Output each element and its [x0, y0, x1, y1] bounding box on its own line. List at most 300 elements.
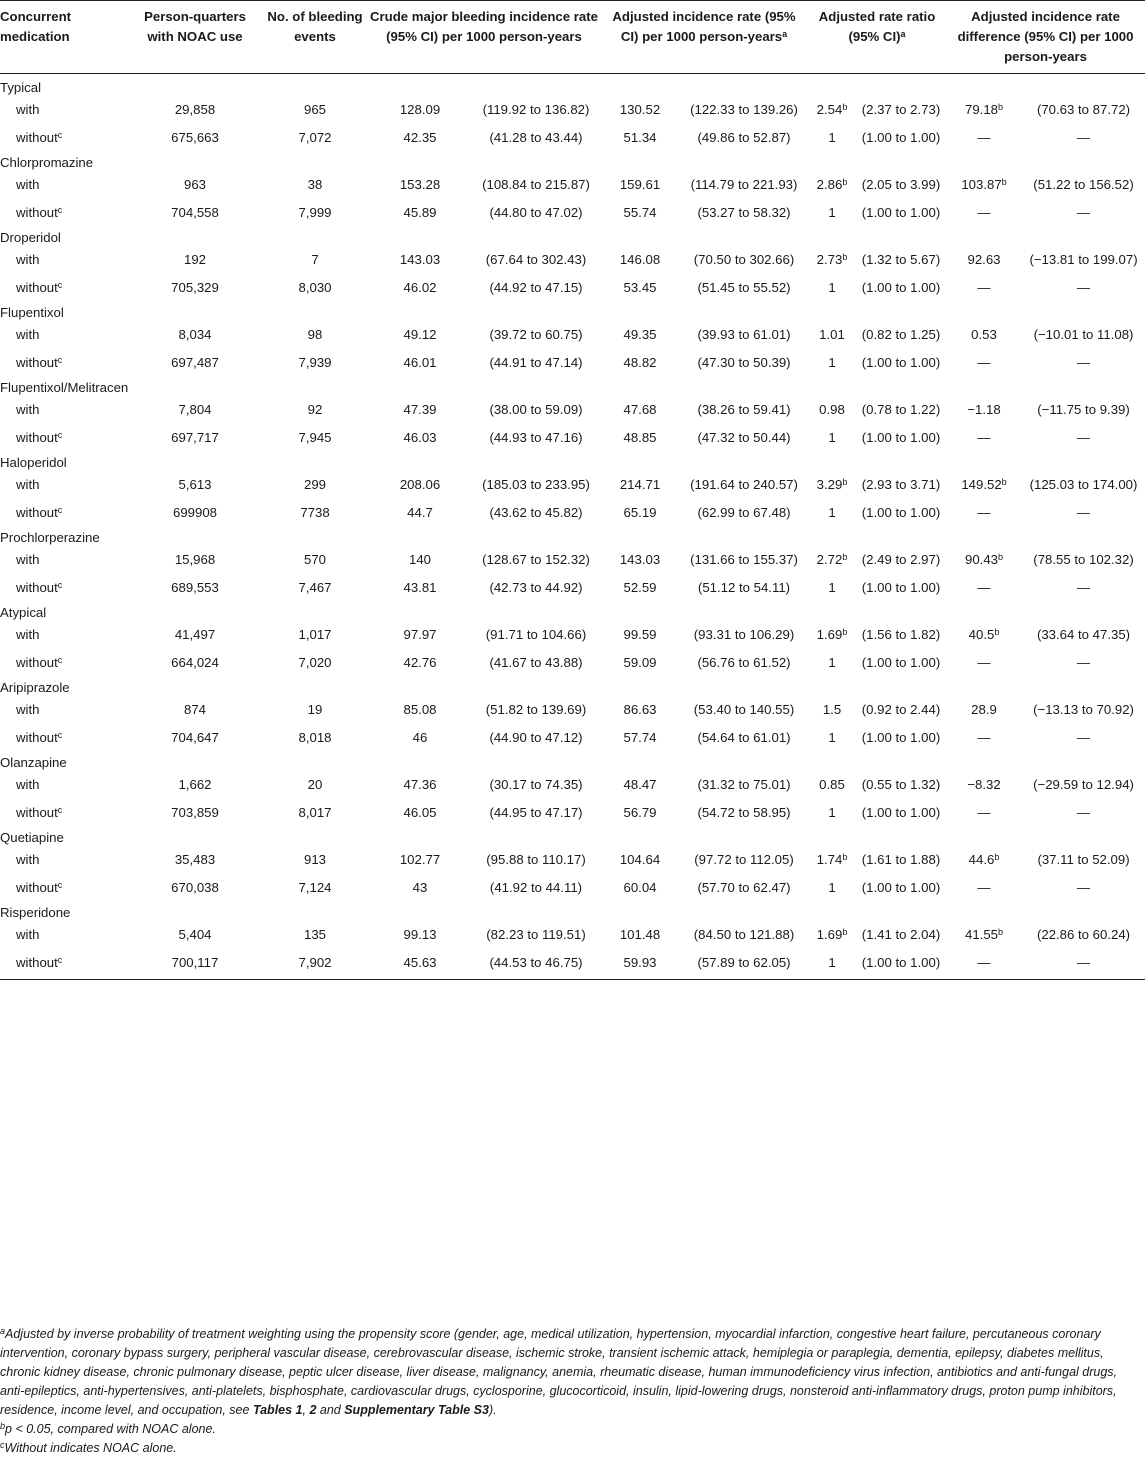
- crude-ci-cell: [472, 173, 600, 195]
- group-row: [0, 449, 1145, 473]
- adjusted-ci-cell: [680, 923, 808, 945]
- rate-difference-ci-cell: [1022, 345, 1145, 374]
- crude-rate-cell: [368, 173, 472, 195]
- rate-ratio-cell-sup: b: [842, 102, 848, 112]
- group-row: [0, 824, 1145, 848]
- rate-difference-ci-cell-text: (125.03 to 174.00): [1029, 477, 1138, 492]
- rate-ratio-ci-cell: [856, 495, 946, 524]
- rate-difference-cell: [946, 848, 1022, 870]
- rate-ratio-ci-cell: [856, 795, 946, 824]
- adjusted-ci-cell: [680, 795, 808, 824]
- adjusted-ci-cell: [680, 570, 808, 599]
- rate-difference-cell: [946, 173, 1022, 195]
- row-label-text: without: [16, 580, 58, 595]
- table-row-with: [0, 923, 1145, 945]
- adjusted-ci-cell-text: (57.89 to 62.05): [697, 955, 791, 970]
- crude-ci-cell: [472, 623, 600, 645]
- bleeding-events-cell: [262, 345, 368, 374]
- adjusted-rate-cell: [600, 420, 680, 449]
- adjusted-rate-cell-text: 59.93: [623, 955, 657, 970]
- adjusted-ci-cell: [680, 495, 808, 524]
- person-quarters-cell-text: 703,859: [171, 805, 219, 820]
- table-row-with: [0, 698, 1145, 720]
- rate-ratio-cell: [808, 323, 856, 345]
- footnote-c-mark: c: [0, 1440, 5, 1450]
- group-row: [0, 899, 1145, 923]
- crude-rate-cell-text: 47.36: [403, 777, 437, 792]
- row-label: [0, 795, 128, 824]
- medication-name: Haloperidol: [0, 455, 67, 470]
- rate-ratio-cell-sup: b: [842, 927, 848, 937]
- row-label-sup: c: [57, 880, 63, 890]
- rate-difference-ci-cell: [1022, 495, 1145, 524]
- table-row-with: [0, 848, 1145, 870]
- rate-difference-ci-cell-text: (70.63 to 87.72): [1036, 102, 1131, 117]
- group-row: [0, 149, 1145, 173]
- adjusted-ci-cell-text: (93.31 to 106.29): [693, 627, 795, 642]
- group-row: [0, 299, 1145, 323]
- rate-difference-cell-text: 149.52: [961, 477, 1002, 492]
- rate-difference-cell-text: —: [977, 955, 991, 970]
- person-quarters-cell-text: 700,117: [171, 955, 219, 970]
- adjusted-rate-cell: [600, 945, 680, 980]
- bleeding-events-cell-text: 7738: [300, 505, 330, 520]
- rate-ratio-cell-text: 1: [828, 955, 836, 970]
- row-label: [0, 420, 128, 449]
- rate-difference-cell: [946, 398, 1022, 420]
- crude-rate-cell-text: 99.13: [403, 927, 437, 942]
- bleeding-events-cell: [262, 795, 368, 824]
- rate-difference-cell: [946, 473, 1022, 495]
- crude-rate-cell-text: 140: [408, 552, 431, 567]
- medication-name: Prochlorperazine: [0, 530, 100, 545]
- rate-ratio-cell: [808, 923, 856, 945]
- rate-difference-ci-cell: [1022, 323, 1145, 345]
- row-label-text: with: [16, 252, 40, 267]
- rate-ratio-ci-cell: [856, 248, 946, 270]
- bleeding-events-cell-text: 1,017: [298, 627, 332, 642]
- rate-ratio-cell-text: 1: [828, 355, 836, 370]
- crude-ci-cell-text: (67.64 to 302.43): [485, 252, 587, 267]
- row-label-text: with: [16, 852, 40, 867]
- row-label: [0, 173, 128, 195]
- bleeding-events-cell-text: 20: [307, 777, 323, 792]
- crude-rate-cell: [368, 345, 472, 374]
- rate-ratio-ci-cell: [856, 870, 946, 899]
- rate-difference-ci-cell-text: (22.86 to 60.24): [1036, 927, 1131, 942]
- bleeding-events-cell: [262, 945, 368, 980]
- medication-name: Chlorpromazine: [0, 155, 94, 170]
- row-label-text: without: [16, 355, 58, 370]
- table-row-without: [0, 270, 1145, 299]
- row-label-text: with: [16, 402, 40, 417]
- table-row-without: [0, 195, 1145, 224]
- row-label: [0, 345, 128, 374]
- rate-ratio-ci-cell: [856, 195, 946, 224]
- bleeding-events-cell-text: 7: [311, 252, 319, 267]
- adjusted-ci-cell-text: (56.76 to 61.52): [697, 655, 791, 670]
- header-rate-ratio-text: Adjusted rate ratio (95% CI): [818, 9, 936, 44]
- adjusted-ci-cell-text: (54.64 to 61.01): [697, 730, 791, 745]
- group-row: [0, 224, 1145, 248]
- rate-ratio-cell-text: 1: [828, 505, 836, 520]
- rate-difference-ci-cell: [1022, 923, 1145, 945]
- crude-ci-cell-text: (41.28 to 43.44): [489, 130, 583, 145]
- row-label-text: without: [16, 655, 58, 670]
- adjusted-rate-cell-text: 57.74: [623, 730, 657, 745]
- table-row-with: [0, 173, 1145, 195]
- rate-ratio-cell: [808, 98, 856, 120]
- adjusted-rate-cell: [600, 548, 680, 570]
- rate-difference-ci-cell: [1022, 773, 1145, 795]
- rate-ratio-ci-cell-text: (0.82 to 1.25): [861, 327, 941, 342]
- row-label-text: with: [16, 702, 40, 717]
- rate-ratio-cell-sup: b: [842, 252, 848, 262]
- row-label-sup: c: [57, 355, 63, 365]
- footnote-a-sep1: ,: [302, 1403, 310, 1417]
- crude-ci-cell: [472, 923, 600, 945]
- rate-ratio-ci-cell-text: (1.00 to 1.00): [861, 955, 941, 970]
- row-label: [0, 645, 128, 674]
- rate-ratio-ci-cell: [856, 323, 946, 345]
- crude-rate-cell-text: 46: [412, 730, 428, 745]
- crude-rate-cell: [368, 120, 472, 149]
- adjusted-ci-cell-text: (114.79 to 221.93): [690, 177, 798, 192]
- footnote-b: [0, 1420, 1140, 1439]
- row-label: [0, 623, 128, 645]
- rate-ratio-ci-cell-text: (1.32 to 5.67): [861, 252, 941, 267]
- crude-rate-cell-text: 85.08: [403, 702, 437, 717]
- bleeding-events-cell: [262, 720, 368, 749]
- rate-ratio-cell: [808, 623, 856, 645]
- bleeding-events-cell: [262, 98, 368, 120]
- row-label: [0, 848, 128, 870]
- table-footnotes: [0, 1325, 1140, 1458]
- footnote-a-sep2: and: [316, 1403, 345, 1417]
- adjusted-ci-cell-text: (84.50 to 121.88): [693, 927, 795, 942]
- bleeding-events-cell: [262, 495, 368, 524]
- crude-ci-cell-text: (44.95 to 47.17): [489, 805, 583, 820]
- rate-ratio-ci-cell: [856, 720, 946, 749]
- crude-ci-cell: [472, 495, 600, 524]
- rate-ratio-cell-text: 1.01: [819, 327, 845, 342]
- rate-ratio-ci-cell-text: (0.92 to 2.44): [861, 702, 941, 717]
- rate-ratio-ci-cell-text: (1.00 to 1.00): [861, 730, 941, 745]
- adjusted-rate-cell: [600, 795, 680, 824]
- rate-difference-cell: [946, 495, 1022, 524]
- adjusted-rate-cell: [600, 120, 680, 149]
- bleeding-events-cell-text: 7,939: [298, 355, 332, 370]
- rate-ratio-ci-cell: [856, 848, 946, 870]
- bleeding-events-cell-text: 19: [307, 702, 323, 717]
- rate-ratio-cell: [808, 848, 856, 870]
- adjusted-ci-cell: [680, 345, 808, 374]
- adjusted-ci-cell: [680, 720, 808, 749]
- row-label: [0, 570, 128, 599]
- rate-difference-cell: [946, 945, 1022, 980]
- medication-name: Quetiapine: [0, 830, 64, 845]
- table-row-with: [0, 323, 1145, 345]
- adjusted-rate-cell: [600, 345, 680, 374]
- person-quarters-cell-text: 5,404: [178, 927, 212, 942]
- rate-difference-cell: [946, 795, 1022, 824]
- rate-difference-ci-cell: [1022, 570, 1145, 599]
- row-label: [0, 720, 128, 749]
- adjusted-ci-cell: [680, 270, 808, 299]
- row-label: [0, 698, 128, 720]
- rate-ratio-cell: [808, 870, 856, 899]
- rate-ratio-cell: [808, 645, 856, 674]
- rate-difference-cell-sup: b: [994, 852, 1000, 862]
- bleeding-events-cell-text: 7,124: [298, 880, 332, 895]
- row-label: [0, 398, 128, 420]
- rate-difference-ci-cell-text: (78.55 to 102.32): [1033, 552, 1134, 567]
- rate-ratio-cell-sup: b: [842, 852, 848, 862]
- crude-ci-cell-text: (38.00 to 59.09): [489, 402, 583, 417]
- person-quarters-cell: [128, 173, 262, 195]
- rate-difference-ci-cell-text: (−13.81 to 199.07): [1029, 252, 1138, 267]
- rate-difference-ci-cell: [1022, 548, 1145, 570]
- adjusted-rate-cell: [600, 323, 680, 345]
- person-quarters-cell: [128, 195, 262, 224]
- rate-difference-cell-text: −8.32: [967, 777, 1001, 792]
- bleeding-events-cell-text: 7,945: [298, 430, 332, 445]
- crude-ci-cell-text: (95.88 to 110.17): [486, 852, 586, 867]
- adjusted-rate-cell: [600, 848, 680, 870]
- rate-difference-ci-cell-text: —: [1076, 580, 1091, 595]
- row-label-sup: c: [57, 805, 63, 815]
- person-quarters-cell-text: 697,487: [171, 355, 219, 370]
- person-quarters-cell: [128, 870, 262, 899]
- rate-ratio-ci-cell-text: (1.00 to 1.00): [861, 130, 941, 145]
- crude-rate-cell: [368, 645, 472, 674]
- adjusted-rate-cell-text: 48.85: [623, 430, 657, 445]
- rate-difference-cell: [946, 570, 1022, 599]
- adjusted-ci-cell-text: (47.32 to 50.44): [697, 430, 791, 445]
- table-row-without: [0, 645, 1145, 674]
- rate-ratio-cell: [808, 570, 856, 599]
- crude-rate-cell: [368, 398, 472, 420]
- crude-rate-cell: [368, 945, 472, 980]
- rate-ratio-cell-text: 3.29: [816, 477, 843, 492]
- rate-ratio-ci-cell: [856, 420, 946, 449]
- crude-ci-cell-text: (44.91 to 47.14): [489, 355, 583, 370]
- table-row-with: [0, 773, 1145, 795]
- rate-ratio-ci-cell-text: (2.05 to 3.99): [861, 177, 941, 192]
- rate-difference-ci-cell: [1022, 473, 1145, 495]
- crude-rate-cell-text: 153.28: [399, 177, 441, 192]
- adjusted-rate-cell: [600, 173, 680, 195]
- bleeding-events-cell: [262, 645, 368, 674]
- crude-ci-cell-text: (51.82 to 139.69): [485, 702, 587, 717]
- bleeding-events-cell: [262, 398, 368, 420]
- bleeding-events-cell-text: 7,467: [298, 580, 332, 595]
- rate-ratio-ci-cell-text: (0.78 to 1.22): [861, 402, 941, 417]
- medication-name: Flupentixol/Melitracen: [0, 380, 129, 395]
- crude-ci-cell-text: (119.92 to 136.82): [482, 102, 590, 117]
- rate-difference-cell-text: —: [977, 880, 991, 895]
- bleeding-events-cell: [262, 323, 368, 345]
- row-label: [0, 98, 128, 120]
- adjusted-rate-cell-text: 86.63: [623, 702, 657, 717]
- rate-ratio-cell-text: 2.73: [816, 252, 843, 267]
- footnote-a-ref-table2: 2: [309, 1403, 317, 1417]
- adjusted-ci-cell: [680, 323, 808, 345]
- header-row: [0, 1, 1145, 74]
- rate-ratio-cell-sup: b: [842, 177, 848, 187]
- crude-ci-cell-text: (44.93 to 47.16): [489, 430, 583, 445]
- bleeding-events-cell: [262, 570, 368, 599]
- rate-ratio-ci-cell: [856, 473, 946, 495]
- bleeding-events-cell: [262, 848, 368, 870]
- rate-ratio-ci-cell-text: (1.00 to 1.00): [861, 805, 941, 820]
- bleeding-events-cell-text: 570: [303, 552, 326, 567]
- person-quarters-cell: [128, 720, 262, 749]
- row-label-sup: c: [57, 730, 63, 740]
- rate-ratio-cell: [808, 720, 856, 749]
- rate-difference-cell-text: 92.63: [967, 252, 1001, 267]
- rate-ratio-cell-text: 0.85: [819, 777, 845, 792]
- crude-ci-cell: [472, 398, 600, 420]
- rate-difference-ci-cell: [1022, 720, 1145, 749]
- row-label-text: without: [16, 280, 58, 295]
- row-label: [0, 323, 128, 345]
- adjusted-rate-cell: [600, 720, 680, 749]
- rate-ratio-cell: [808, 270, 856, 299]
- bleeding-events-cell-text: 913: [303, 852, 326, 867]
- crude-rate-cell-text: 208.06: [399, 477, 441, 492]
- person-quarters-cell: [128, 548, 262, 570]
- crude-ci-cell-text: (30.17 to 74.35): [489, 777, 583, 792]
- rate-ratio-cell-text: 1: [828, 430, 836, 445]
- crude-rate-cell-text: 45.89: [403, 205, 437, 220]
- person-quarters-cell: [128, 923, 262, 945]
- rate-difference-ci-cell: [1022, 645, 1145, 674]
- rate-ratio-ci-cell-text: (2.37 to 2.73): [861, 102, 941, 117]
- adjusted-rate-cell-text: 59.09: [623, 655, 657, 670]
- rate-ratio-cell: [808, 345, 856, 374]
- crude-ci-cell-text: (44.80 to 47.02): [489, 205, 583, 220]
- adjusted-rate-cell: [600, 870, 680, 899]
- row-label: [0, 248, 128, 270]
- rate-difference-ci-cell-text: (−13.13 to 70.92): [1033, 702, 1134, 717]
- row-label-text: with: [16, 327, 40, 342]
- rate-difference-ci-cell-text: —: [1076, 355, 1091, 370]
- rate-difference-cell-text: —: [977, 805, 991, 820]
- adjusted-rate-cell-text: 52.59: [623, 580, 657, 595]
- rate-difference-cell-text: —: [977, 280, 991, 295]
- row-label-text: without: [16, 430, 58, 445]
- adjusted-ci-cell: [680, 420, 808, 449]
- header-concurrent-medication: Concurrent medication: [0, 1, 128, 74]
- bleeding-events-cell-text: 135: [303, 927, 326, 942]
- rate-difference-ci-cell: [1022, 120, 1145, 149]
- crude-ci-cell-text: (108.84 to 215.87): [482, 177, 590, 192]
- adjusted-rate-cell-text: 130.52: [619, 102, 661, 117]
- crude-ci-cell: [472, 548, 600, 570]
- rate-difference-cell-text: —: [977, 655, 991, 670]
- footnote-a: [0, 1325, 1140, 1420]
- rate-ratio-cell: [808, 195, 856, 224]
- crude-rate-cell: [368, 323, 472, 345]
- person-quarters-cell-text: 963: [183, 177, 206, 192]
- bleeding-events-cell: [262, 173, 368, 195]
- person-quarters-cell-text: 41,497: [174, 627, 216, 642]
- table-row-without: [0, 945, 1145, 980]
- rate-difference-cell: [946, 645, 1022, 674]
- crude-rate-cell-text: 43: [412, 880, 428, 895]
- rate-ratio-cell-text: 1.69: [816, 927, 843, 942]
- row-label: [0, 195, 128, 224]
- person-quarters-cell: [128, 698, 262, 720]
- group-row: [0, 524, 1145, 548]
- rate-ratio-ci-cell: [856, 173, 946, 195]
- crude-ci-cell: [472, 645, 600, 674]
- adjusted-ci-cell: [680, 698, 808, 720]
- bleeding-events-cell: [262, 473, 368, 495]
- crude-ci-cell-text: (44.90 to 47.12): [489, 730, 583, 745]
- bleeding-events-cell-text: 8,017: [298, 805, 332, 820]
- adjusted-rate-cell: [600, 570, 680, 599]
- adjusted-rate-cell-text: 48.47: [623, 777, 657, 792]
- bleeding-events-cell-text: 7,072: [298, 130, 332, 145]
- footnote-c: [0, 1439, 1140, 1458]
- person-quarters-cell-text: 5,613: [178, 477, 212, 492]
- crude-rate-cell-text: 49.12: [403, 327, 437, 342]
- rate-ratio-ci-cell: [856, 623, 946, 645]
- adjusted-rate-cell: [600, 270, 680, 299]
- crude-ci-cell: [472, 248, 600, 270]
- table-row-with: [0, 623, 1145, 645]
- rate-difference-ci-cell: [1022, 795, 1145, 824]
- rate-ratio-cell-sup: b: [842, 552, 848, 562]
- crude-rate-cell: [368, 420, 472, 449]
- row-label-sup: c: [57, 955, 63, 965]
- medication-name: Olanzapine: [0, 755, 67, 770]
- rate-ratio-ci-cell: [856, 398, 946, 420]
- adjusted-rate-cell-text: 49.35: [623, 327, 657, 342]
- table-row-with: [0, 98, 1145, 120]
- row-label: [0, 473, 128, 495]
- crude-rate-cell: [368, 720, 472, 749]
- rate-difference-ci-cell-text: —: [1076, 505, 1091, 520]
- rate-ratio-ci-cell-text: (2.93 to 3.71): [861, 477, 941, 492]
- person-quarters-cell: [128, 645, 262, 674]
- rate-ratio-ci-cell: [856, 120, 946, 149]
- crude-ci-cell-text: (43.62 to 45.82): [489, 505, 583, 520]
- person-quarters-cell: [128, 248, 262, 270]
- row-label-text: without: [16, 805, 58, 820]
- adjusted-ci-cell-text: (62.99 to 67.48): [697, 505, 791, 520]
- rate-difference-ci-cell-text: —: [1076, 130, 1091, 145]
- table-row-without: [0, 120, 1145, 149]
- rate-difference-cell-text: 28.9: [971, 702, 997, 717]
- medication-name: Typical: [0, 80, 42, 95]
- rate-difference-cell: [946, 248, 1022, 270]
- adjusted-ci-cell-text: (54.72 to 58.95): [697, 805, 791, 820]
- crude-rate-cell: [368, 570, 472, 599]
- bleeding-events-cell: [262, 923, 368, 945]
- rate-ratio-cell: [808, 773, 856, 795]
- person-quarters-cell: [128, 323, 262, 345]
- row-label-text: with: [16, 102, 40, 117]
- adjusted-rate-cell-text: 159.61: [619, 177, 661, 192]
- bleeding-events-cell-text: 965: [303, 102, 326, 117]
- adjusted-rate-cell: [600, 473, 680, 495]
- rate-ratio-cell-sup: b: [842, 477, 848, 487]
- row-label-text: without: [16, 955, 58, 970]
- header-rate-ratio-sup: a: [900, 29, 906, 39]
